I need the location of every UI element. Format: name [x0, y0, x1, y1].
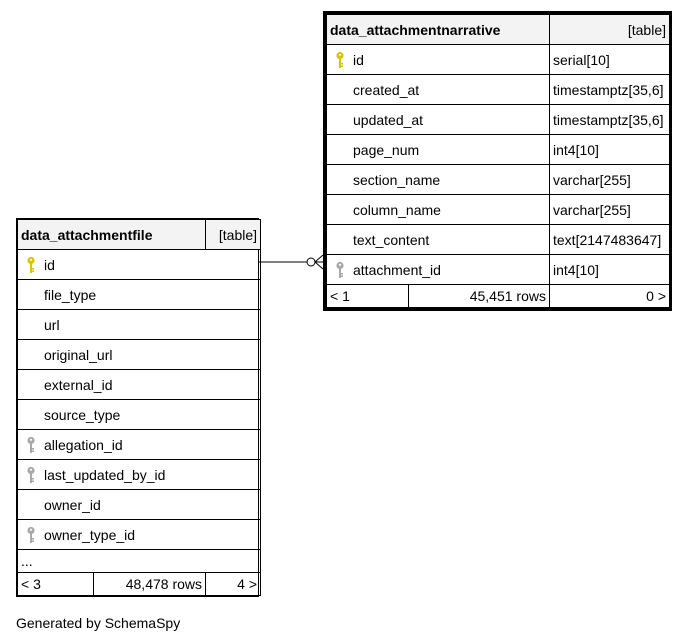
column-row[interactable] [327, 45, 670, 75]
foreign-key-icon [26, 436, 36, 454]
column-name [18, 460, 261, 490]
column-type: timestamptz[35,6] [550, 105, 670, 135]
column-name-text: id [44, 256, 55, 273]
column-row[interactable] [18, 280, 261, 310]
crow-foot-lower [315, 262, 323, 269]
column-name-text: text_content [353, 231, 430, 248]
table-data-attachmentfile[interactable] [16, 218, 259, 597]
column-type: serial[10] [550, 45, 670, 75]
column-name [327, 135, 550, 165]
column-name [18, 520, 261, 550]
column-row[interactable] [327, 225, 670, 255]
column-name [18, 310, 261, 340]
zero-or-many-circle [307, 258, 315, 266]
column-row[interactable] [18, 460, 261, 490]
column-name-text: external_id [44, 376, 113, 393]
children-link[interactable]: 4 > [206, 573, 261, 596]
column-name [327, 195, 550, 225]
column-row[interactable] [18, 310, 261, 340]
column-name-text: url [44, 316, 60, 333]
column-row[interactable] [18, 490, 261, 520]
table-data-attachmentnarrative[interactable] [323, 11, 672, 311]
foreign-key-icon [26, 466, 36, 484]
children-link[interactable]: 0 > [550, 285, 670, 308]
column-row[interactable] [327, 255, 670, 285]
column-name [327, 105, 550, 135]
crow-foot-upper [315, 255, 323, 262]
column-name-text: column_name [353, 201, 441, 218]
table-type-label: [table] [550, 15, 670, 45]
column-name-text: updated_at [353, 111, 424, 128]
column-name [327, 75, 550, 105]
column-name-text: id [353, 51, 364, 68]
table-type-label: [table] [206, 220, 261, 250]
column-name-text: attachment_id [353, 261, 441, 278]
table-name[interactable]: data_attachmentfile [18, 220, 206, 250]
column-name-text: allegation_id [44, 436, 123, 453]
column-row[interactable] [18, 340, 261, 370]
column-row[interactable] [327, 135, 670, 165]
column-name [18, 370, 261, 400]
foreign-key-icon [26, 526, 36, 544]
column-name [327, 225, 550, 255]
parents-link[interactable]: < 1 [327, 285, 409, 308]
column-name-text: page_num [353, 141, 420, 158]
column-name [327, 165, 550, 195]
primary-key-icon [26, 256, 36, 274]
column-type: varchar[255] [550, 165, 670, 195]
column-name [18, 250, 261, 280]
more-columns-indicator: ... [18, 550, 261, 573]
column-name-text: last_updated_by_id [44, 466, 166, 483]
generated-by-footer: Generated by SchemaSpy [16, 615, 181, 631]
table-name[interactable]: data_attachmentnarrative [327, 15, 550, 45]
column-type: timestamptz[35,6] [550, 75, 670, 105]
column-name [327, 255, 550, 285]
column-name-text: created_at [353, 81, 420, 98]
column-name-text: owner_id [44, 496, 101, 513]
column-row[interactable] [327, 195, 670, 225]
column-name [18, 400, 261, 430]
column-name-text: section_name [353, 171, 441, 188]
column-type: varchar[255] [550, 195, 670, 225]
column-name [327, 45, 550, 75]
column-type: text[2147483647] [550, 225, 670, 255]
parents-link[interactable]: < 3 [18, 573, 94, 596]
column-row[interactable] [18, 400, 261, 430]
column-row[interactable] [18, 370, 261, 400]
foreign-key-icon [335, 261, 345, 279]
column-name [18, 490, 261, 520]
column-row[interactable] [18, 430, 261, 460]
column-row[interactable] [327, 105, 670, 135]
column-name [18, 280, 261, 310]
column-row[interactable] [18, 520, 261, 550]
row-count: 48,478 rows [94, 573, 206, 596]
column-name-text: owner_type_id [44, 526, 136, 543]
column-name-text: file_type [44, 286, 97, 303]
primary-key-icon [335, 51, 345, 69]
column-name [18, 340, 261, 370]
column-type: int4[10] [550, 255, 670, 285]
column-row[interactable] [18, 250, 261, 280]
column-name [18, 430, 261, 460]
column-name-text: original_url [44, 346, 113, 363]
column-row[interactable] [327, 75, 670, 105]
column-name-text: source_type [44, 406, 121, 423]
row-count: 45,451 rows [409, 285, 550, 308]
column-row[interactable] [327, 165, 670, 195]
column-type: int4[10] [550, 135, 670, 165]
